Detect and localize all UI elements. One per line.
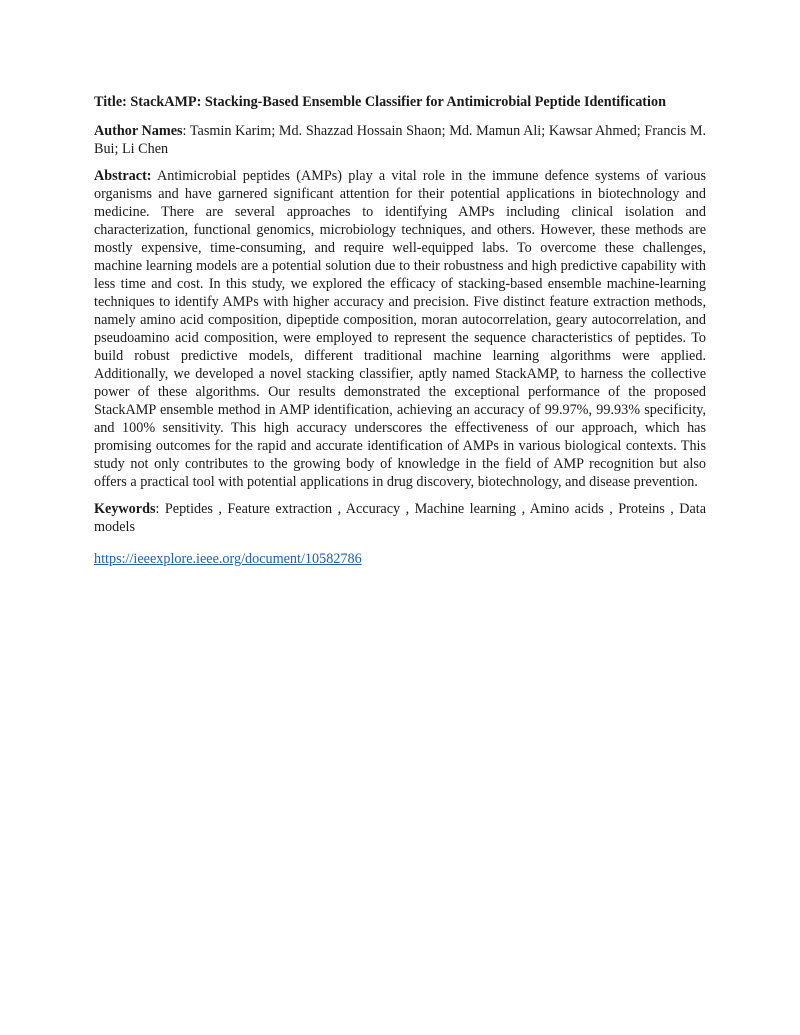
keywords-label: Keywords [94,501,156,517]
title-paragraph [94,93,706,111]
link-paragraph [94,550,706,568]
author-names: : Tasmin Karim; Md. Shazzad Hossain Shaon; Md. Mamun Ali; Kawsar Ahmed; Francis M. Bui; Li Chen [94,123,706,157]
authors-label: Author Names [94,123,183,139]
document-page [94,93,706,577]
authors-paragraph [94,122,706,158]
abstract-text: Antimicrobial peptides (AMPs) play a vital role in the immune defence systems of various organisms and have garnered significant attention for their potential applications in biotechnology and medicine. There are several approaches to identifying AMPs including clinical isolation and characterization, functional genomics, microbiology techniques, and others. However, these methods are mostly expensive, time-consuming, and require well-equipped labs. To overcome these challenges, machine learning models are a potential solution due to their robustness and high predictive capability with less time and cost. In this study, we explored the efficacy of stacking-based ensemble machine-learning techniques to identify AMPs with higher accuracy and precision. Five distinct feature extraction methods, namely amino acid composition, dipeptide composition, moran autocorrelation, geary autocorrelation, and pseudoamino acid composition, were employed to represent the sequence characteristics of peptides. To build robust predictive models, different traditional machine learning algorithms were applied. Additionally, we developed a novel stacking classifier, aptly named StackAMP, to harness the collective power of these algorithms. Our results demonstrated the exceptional performance of the proposed StackAMP ensemble method in AMP identification, achieving an accuracy of 99.97%, 99.93% specificity, and 100% sensitivity. This high accuracy underscores the effectiveness of our approach, which has promising outcomes for the rapid and accurate identification of AMPs in various biological contexts. This study not only contributes to the growing body of knowledge in the field of AMP recognition but also offers a practical tool with potential applications in drug discovery, biotechnology, and disease prevention. [94,168,706,490]
abstract-paragraph [94,167,706,491]
title-label: Title: [94,94,127,110]
abstract-label: Abstract: [94,168,152,184]
paper-title: StackAMP: Stacking-Based Ensemble Classifier for Antimicrobial Peptide Identification [130,94,666,110]
ieee-document-link[interactable]: https://ieeexplore.ieee.org/document/10582786 [94,551,362,567]
keywords-text: : Peptides , Feature extraction , Accuracy , Machine learning , Amino acids , Proteins , Data models [94,501,706,535]
keywords-paragraph [94,500,706,536]
